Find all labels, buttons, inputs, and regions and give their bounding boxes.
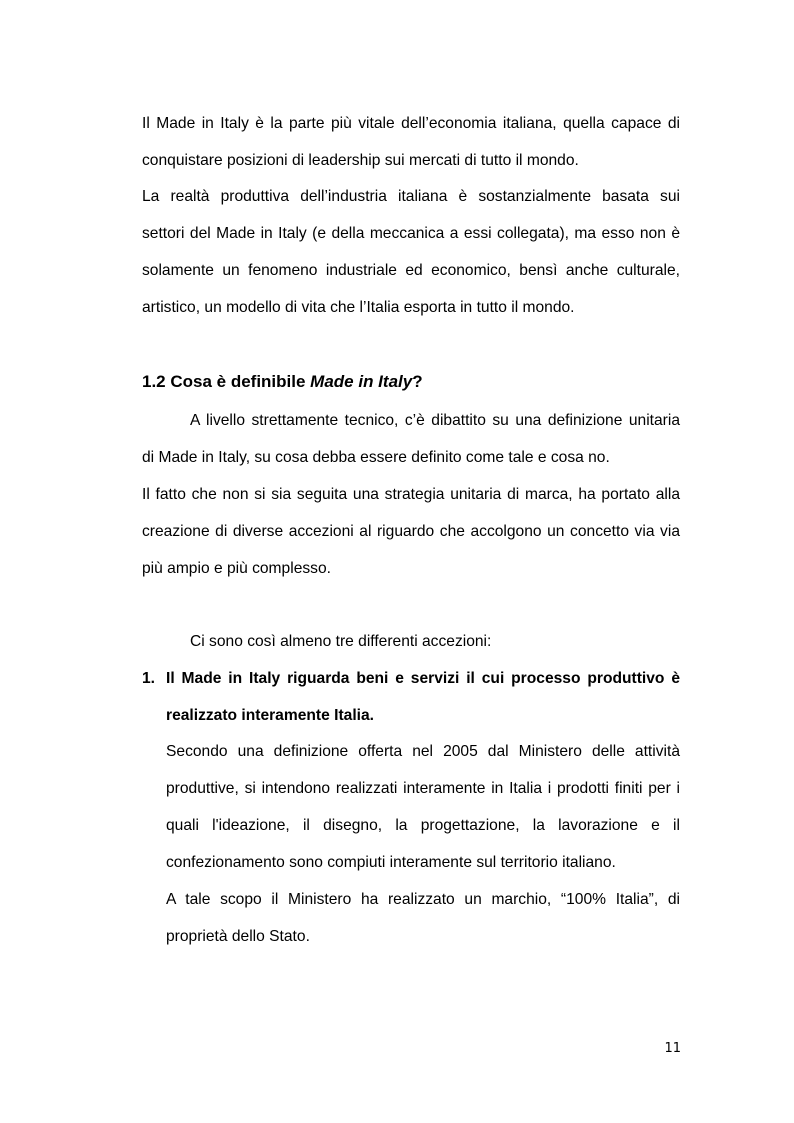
paragraph-5: Ci sono così almeno tre differenti accezioni: — [190, 633, 492, 650]
list-item-heading-line-1: Il Made in Italy riguarda beni e servizi il cui processo produttivo è — [166, 670, 680, 687]
paragraph-4-line-3: più ampio e più complesso. — [142, 560, 331, 577]
section-heading — [142, 371, 423, 393]
paragraph-2-line-2: settori del Made in Italy (e della meccanica a essi collegata), ma esso non è — [142, 225, 680, 242]
paragraph-3-line-2: di Made in Italy, su cosa debba essere definito come tale e cosa no. — [142, 449, 610, 466]
list-item-extra-line-2: proprietà dello Stato. — [166, 928, 310, 945]
paragraph-4-line-1: Il fatto che non si sia seguita una strategia unitaria di marca, ha portato alla — [142, 486, 680, 503]
paragraph-1-line-1: Il Made in Italy è la parte più vitale dell’economia italiana, quella capace di — [142, 115, 680, 132]
paragraph-2-line-3: solamente un fenomeno industriale ed economico, bensì anche culturale, — [142, 262, 680, 279]
list-item-number: 1. — [142, 670, 156, 687]
list-item-extra-line-1: A tale scopo il Ministero ha realizzato un marchio, “100% Italia”, di — [166, 891, 680, 908]
section-heading-end: ? — [412, 372, 423, 391]
list-item-body-line-3: quali l'ideazione, il disegno, la progettazione, la lavorazione e il — [166, 817, 680, 834]
paragraph-3-line-1: A livello strettamente tecnico, c’è dibattito su una definizione unitaria — [190, 412, 680, 429]
list-item-body-line-1: Secondo una definizione offerta nel 2005 dal Ministero delle attività — [166, 743, 680, 760]
list-item-heading-line-2: realizzato interamente Italia. — [166, 707, 374, 724]
paragraph-1-line-2: conquistare posizioni di leadership sui mercati di tutto il mondo. — [142, 152, 579, 169]
section-heading-number-title: 1.2 Cosa è definibile — [142, 372, 311, 391]
list-item-body-line-2: produttive, si intendono realizzati interamente in Italia i prodotti finiti per i — [166, 780, 680, 797]
page-number: 11 — [664, 1041, 681, 1056]
paragraph-4-line-2: creazione di diverse accezioni al riguardo che accolgono un concetto via via — [142, 523, 680, 540]
paragraph-2-line-4: artistico, un modello di vita che l’Italia esporta in tutto il mondo. — [142, 299, 575, 316]
paragraph-2-line-1: La realtà produttiva dell’industria italiana è sostanzialmente basata sui — [142, 188, 680, 205]
list-item-body-line-4: confezionamento sono compiuti interamente sul territorio italiano. — [166, 854, 616, 871]
section-heading-italic: Made in Italy — [310, 372, 413, 391]
